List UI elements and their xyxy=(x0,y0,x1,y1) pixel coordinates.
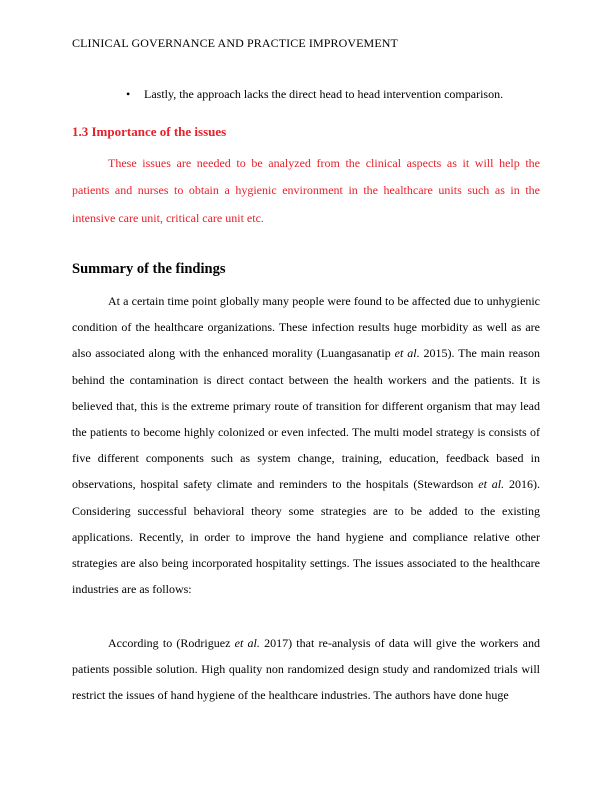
citation-etal-2: et al. xyxy=(478,477,505,492)
summary-p1-text-b: . 2015). The main reason behind the contamination is direct contact between the health workers and the patients. It is believed that, this is the extreme primary route of transition for different organism that may lead the patients to become highly colonized or even infected. The multi model strategy is consists of five different components such as system change, training, education, feedback based in observations, hospital safety climate and reminders to the hospitals (Stewardson xyxy=(72,346,540,492)
bullet-list-item xyxy=(126,87,503,102)
summary-paragraph-1 xyxy=(72,288,540,602)
citation-etal-3: et al. xyxy=(234,636,260,650)
bullet-text: Lastly, the approach lacks the direct head to head intervention comparison. xyxy=(144,87,504,101)
summary-p1-text-a: At a certain time point globally many people were found to be affected due to unhygienic condition of the healthcare organizations. These infection results huge morbidity as well as are also associated along with the enhanced morality (Luangasanatip xyxy=(72,294,540,361)
section-heading-importance: 1.3 Importance of the issues xyxy=(72,124,227,139)
bullet-icon: • xyxy=(126,87,131,101)
summary-p2-text-a: According to (Rodriguez xyxy=(108,636,235,650)
summary-paragraph-2 xyxy=(72,630,540,709)
running-header: CLINICAL GOVERNANCE AND PRACTICE IMPROVEMENT xyxy=(72,36,398,50)
importance-paragraph: These issues are needed to be analyzed from the clinical aspects as it will help the patients and nurses to obtain a hygienic environment in the healthcare units such as in the intensive care unit, critical care unit etc. xyxy=(72,156,540,225)
summary-p1-text-c: 2016). Considering successful behavioral theory some strategies are to be added to the existing applications. Recently, in order to improve the hand hygiene and compliance relative other strategies are also being incorporated hospitality settings. The issues associated to the healthcare industries are as follows: xyxy=(72,477,541,597)
summary-heading: Summary of the findings xyxy=(72,261,226,277)
citation-etal-1: et al xyxy=(394,346,417,361)
summary-p2-text-b: 2017) that re-analysis of data will give the workers and patients possible solution. High quality non randomized design study and randomized trials will restrict the issues of hand hygiene of the healthcare industries. The authors have done huge xyxy=(72,636,541,703)
